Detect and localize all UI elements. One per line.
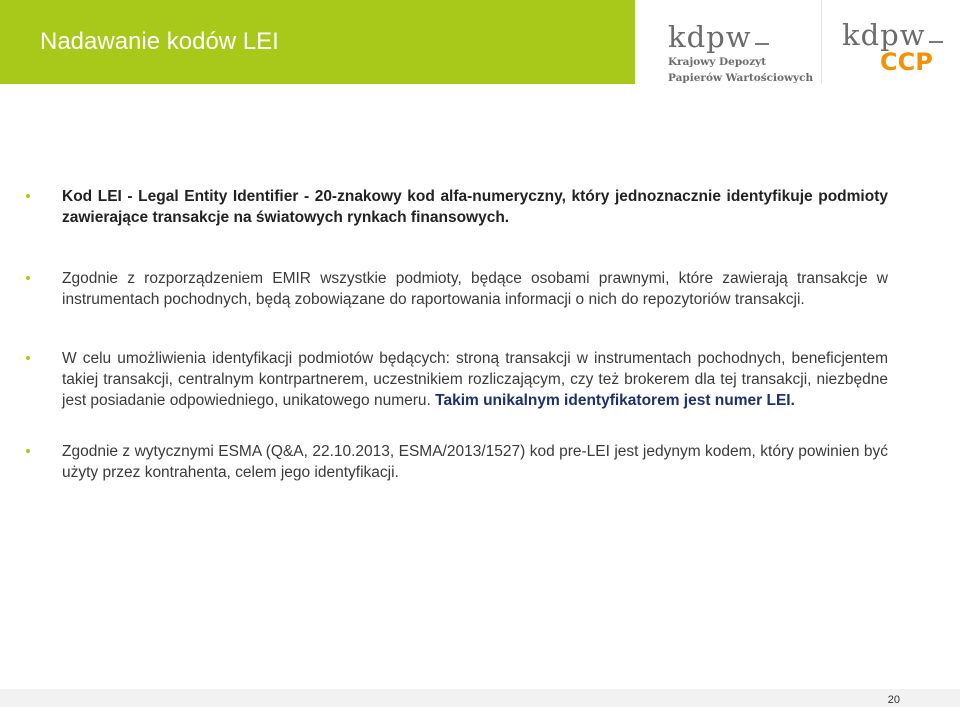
bullet-dot-icon bbox=[26, 356, 30, 360]
kdpw-subtitle-2: Papierów Wartościowych bbox=[668, 72, 814, 84]
page-number: 20 bbox=[887, 694, 900, 706]
kdpw-subtitle-1: Krajowy Depozyt bbox=[668, 56, 767, 68]
lei-emphasis: Takim unikalnym identyfikatorem jest numer LEI. bbox=[435, 392, 795, 409]
kdpw-wordmark: kdpw bbox=[668, 20, 752, 54]
title-bar bbox=[0, 0, 635, 84]
ccp-wordmark: kdpw bbox=[842, 18, 926, 52]
logo-underscore-icon bbox=[929, 41, 943, 43]
footer-band bbox=[0, 689, 960, 707]
kdpw-ccp-logo bbox=[842, 20, 943, 74]
page-title: Nadawanie kodów LEI bbox=[40, 28, 279, 55]
bullet-emir: Zgodnie z rozporządzeniem EMIR wszystkie podmioty, będące osobami prawnymi, które zawierają transakcje w instrumentach pochodnych, będą zobowiązane do raportowania informacji o nich do repozytoriów transakcji. bbox=[26, 268, 888, 310]
logo-divider bbox=[821, 0, 822, 84]
logo-underscore-icon bbox=[755, 43, 769, 45]
bullet-dot-icon bbox=[26, 276, 30, 280]
bullet-esma: Zgodnie z wytycznymi ESMA (Q&A, 22.10.2013, ESMA/2013/1527) kod pre-LEI jest jedynym kodem, który powinien być użyty przez kontrahenta, celem jego identyfikacji. bbox=[26, 441, 888, 483]
ccp-suffix: CCP bbox=[880, 48, 933, 76]
bullet-list bbox=[26, 186, 888, 521]
bullet-dot-icon bbox=[26, 449, 30, 453]
bullet-dot-icon bbox=[26, 194, 30, 198]
bullet-identification: W celu umożliwienia identyfikacji podmiotów będących: stroną transakcji w instrumentach pochodnych, beneficjentem takiej transakcji, centralnym kontrpartnerem, uczestnikiem rozliczającym, czy też brokerem dla tej transakcji, niezbędne jest posiadanie odpowiedniego, unikatowego numeru. Takim unikalnym identyfikatorem jest numer LEI. bbox=[26, 348, 888, 411]
kdpw-logo bbox=[668, 22, 813, 84]
bullet-lei-definition: Kod LEI - Legal Entity Identifier - 20-znakowy kod alfa-numeryczny, który jednoznacznie identyfikuje podmioty zawierające transakcje na światowych rynkach finansowych. bbox=[26, 186, 888, 228]
